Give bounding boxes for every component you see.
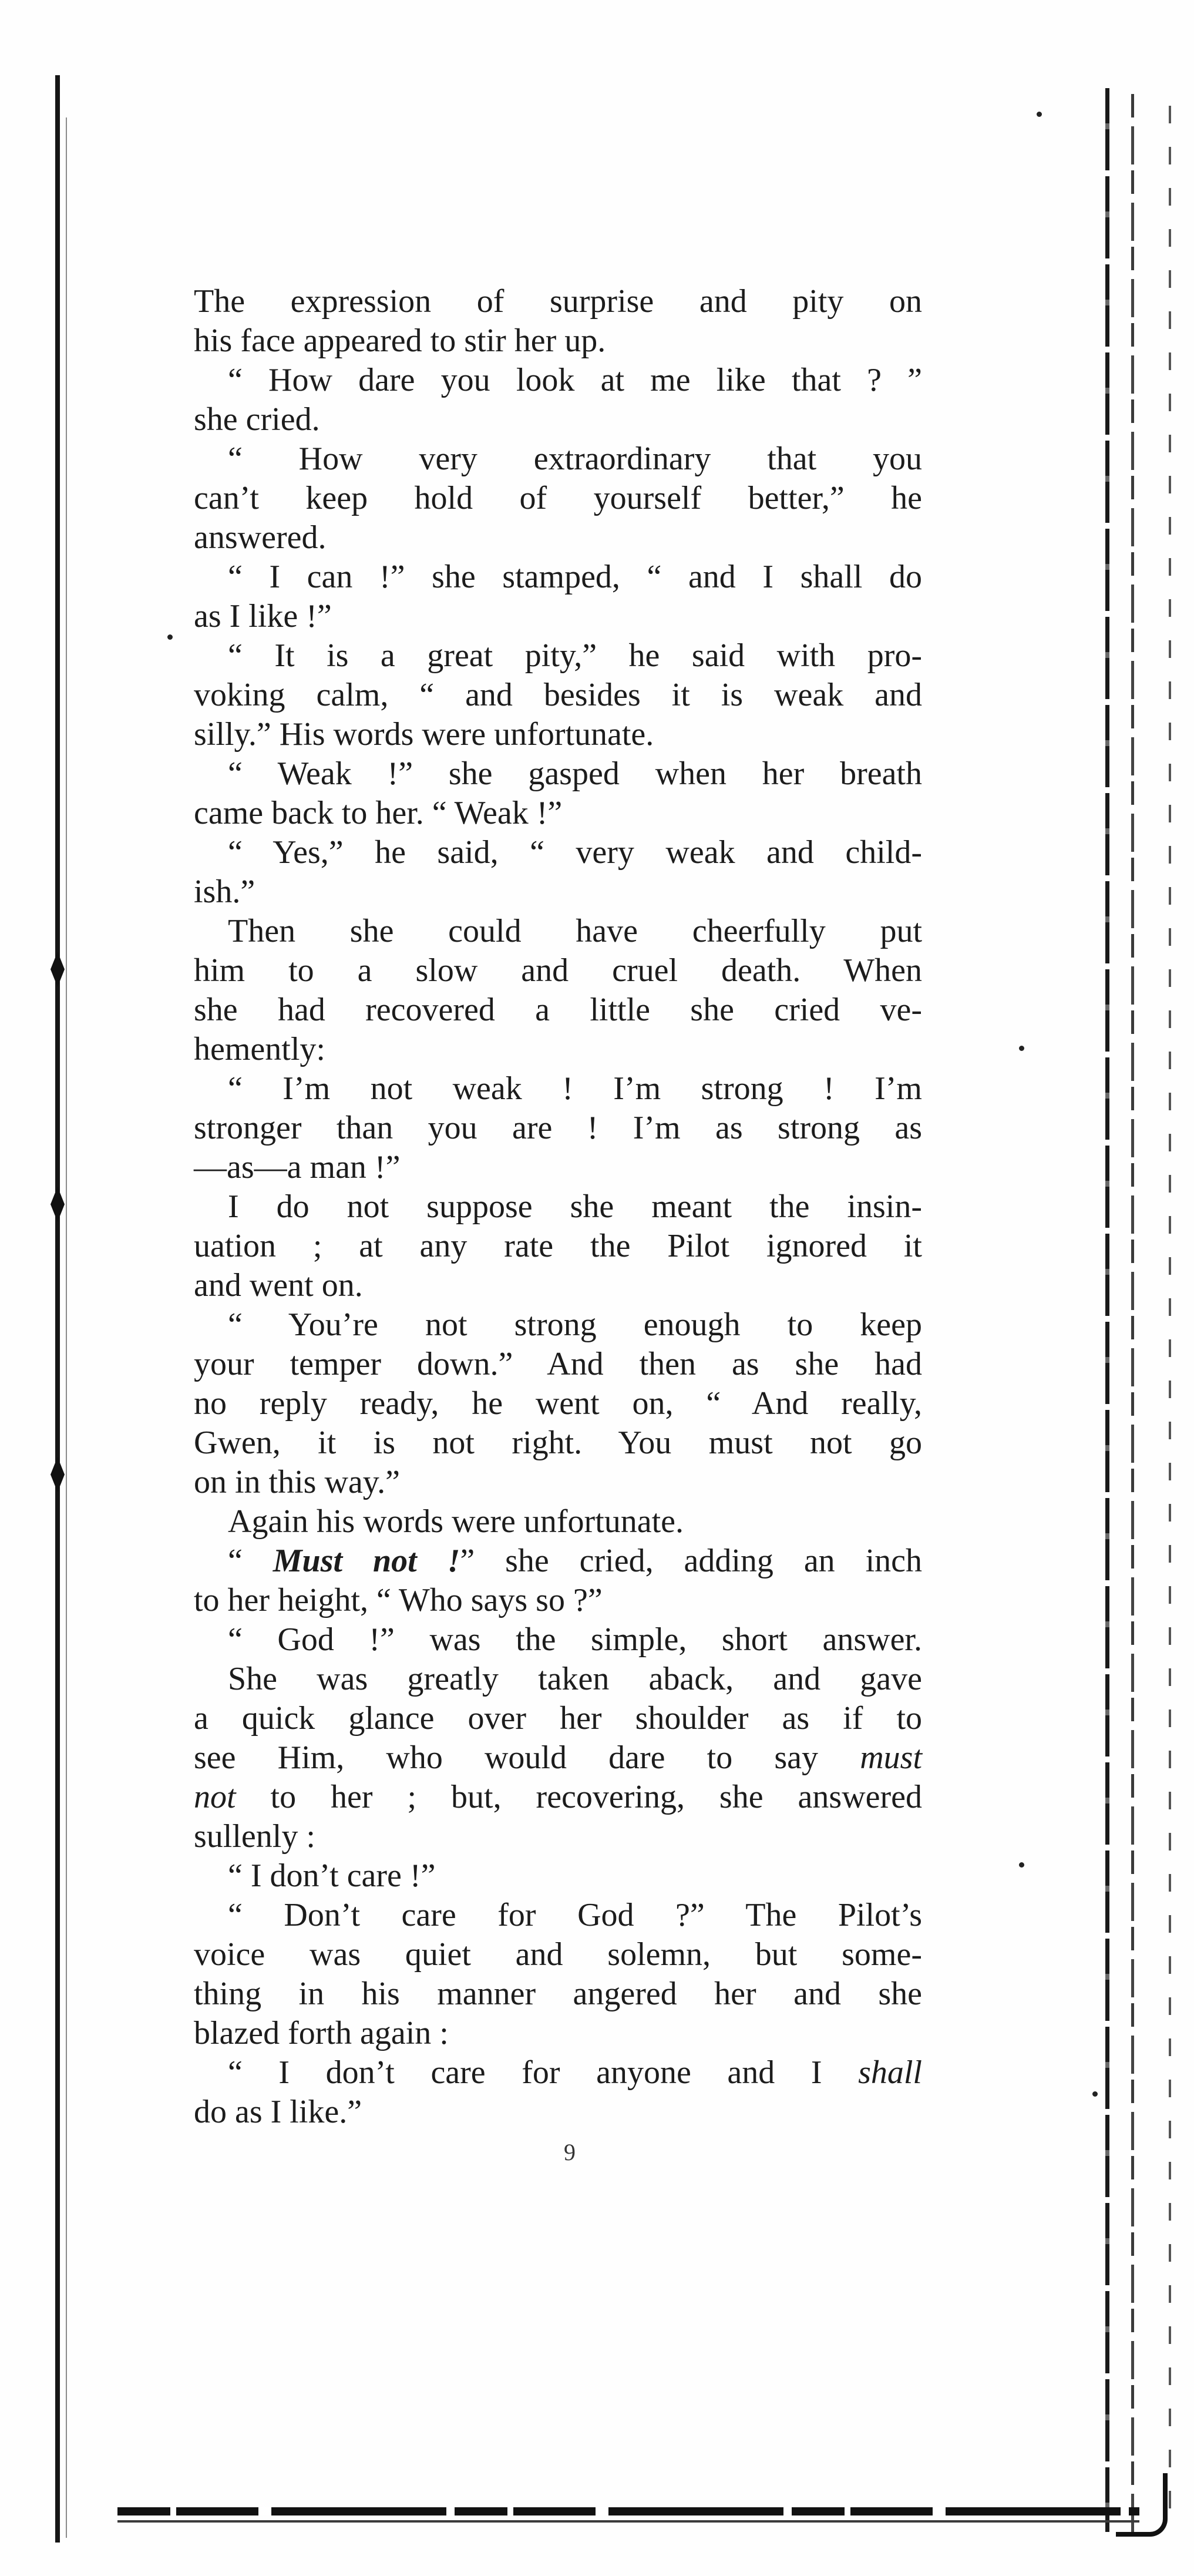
text-line: not to her ; but, recovering, she answered (194, 1779, 922, 1815)
border-notch (51, 1187, 65, 1222)
text-line: “ How very extraordinary that you (228, 441, 922, 477)
text-line: she cried. (194, 401, 320, 438)
text-line: see Him, who would dare to say must (194, 1739, 922, 1776)
text-line: can’t keep hold of yourself better,” he (194, 480, 922, 516)
scan-speck (1019, 1862, 1024, 1868)
bottom-border-rule-2 (117, 2520, 1139, 2523)
text-line: do as I like.” (194, 2094, 362, 2130)
left-border-rule (55, 75, 60, 2543)
text-line: sullenly : (194, 1818, 315, 1855)
right-border-rule-2 (1131, 94, 1134, 2532)
text-line: stronger than you are ! I’m as strong as (194, 1110, 922, 1146)
bottom-border-rule (117, 2507, 1139, 2515)
scan-speck (167, 634, 173, 640)
text-line: I do not suppose she meant the insin- (228, 1188, 922, 1225)
text-line: no reply ready, he went on, “ And really, (194, 1385, 922, 1422)
right-border-rule-3 (1169, 106, 1171, 2526)
text-line: on in this way.” (194, 1464, 400, 1500)
text-line: Again his words were unfortunate. (228, 1503, 684, 1540)
text-line: “ It is a great pity,” he said with pro- (228, 637, 922, 674)
text-line: “ Don’t care for God ?” The Pilot’s (228, 1897, 922, 1933)
text-line: Then she could have cheerfully put (228, 913, 922, 949)
text-line: “ I don’t care for anyone and I shall (228, 2054, 922, 2091)
text-line: and went on. (194, 1267, 363, 1304)
text-line: as I like !” (194, 598, 332, 634)
text-line: “ Weak !” she gasped when her breath (228, 755, 922, 792)
text-line: a quick glance over her shoulder as if to (194, 1700, 922, 1737)
border-notch (51, 952, 65, 987)
text-line: “ I can !” she stamped, “ and I shall do (228, 559, 922, 595)
scan-speck (1037, 112, 1042, 117)
text-line: —as—a man !” (194, 1149, 401, 1185)
text-line: “ Yes,” he said, “ very weak and child- (228, 834, 922, 871)
text-line: his face appeared to stir her up. (194, 323, 606, 359)
text-line: “ You’re not strong enough to keep (228, 1307, 922, 1343)
text-line: ish.” (194, 874, 255, 910)
scan-speck (1092, 2091, 1098, 2097)
border-notch (51, 1457, 65, 1492)
text-line: hemently: (194, 1031, 325, 1067)
text-line: “ God !” was the simple, short answer. (228, 1621, 922, 1658)
text-line: The expression of surprise and pity on (194, 283, 922, 320)
text-line: “ How dare you look at me like that ? ” (228, 362, 922, 398)
border-corner-flourish (1116, 2473, 1168, 2537)
text-line: came back to her. “ Weak !” (194, 795, 563, 831)
text-line: answered. (194, 519, 327, 556)
left-inner-rule (66, 117, 67, 2538)
text-line: voice was quiet and solemn, but some- (194, 1936, 922, 1973)
scan-speck (1019, 1046, 1024, 1051)
text-line: “ Must not !” she cried, adding an inch (228, 1543, 922, 1579)
page-number: 9 (564, 2139, 576, 2165)
text-line: “ I’m not weak ! I’m strong ! I’m (228, 1070, 922, 1107)
text-line: to her height, “ Who says so ?” (194, 1582, 603, 1618)
text-line: uation ; at any rate the Pilot ignored it (194, 1228, 922, 1264)
text-line: him to a slow and cruel death. When (194, 952, 922, 989)
text-line: she had recovered a little she cried ve- (194, 992, 922, 1028)
text-line: thing in his manner angered her and she (194, 1976, 922, 2012)
text-line: voking calm, “ and besides it is weak and (194, 677, 922, 713)
text-line: “ I don’t care !” (228, 1858, 436, 1894)
body-text (194, 282, 922, 2132)
right-border-rule (1105, 88, 1109, 2532)
text-line: She was greatly taken aback, and gave (228, 1661, 922, 1697)
text-line: silly.” His words were unfortunate. (194, 716, 654, 753)
text-line: blazed forth again : (194, 2015, 449, 2051)
text-line: Gwen, it is not right. You must not go (194, 1425, 922, 1461)
text-line: your temper down.” And then as she had (194, 1346, 922, 1382)
